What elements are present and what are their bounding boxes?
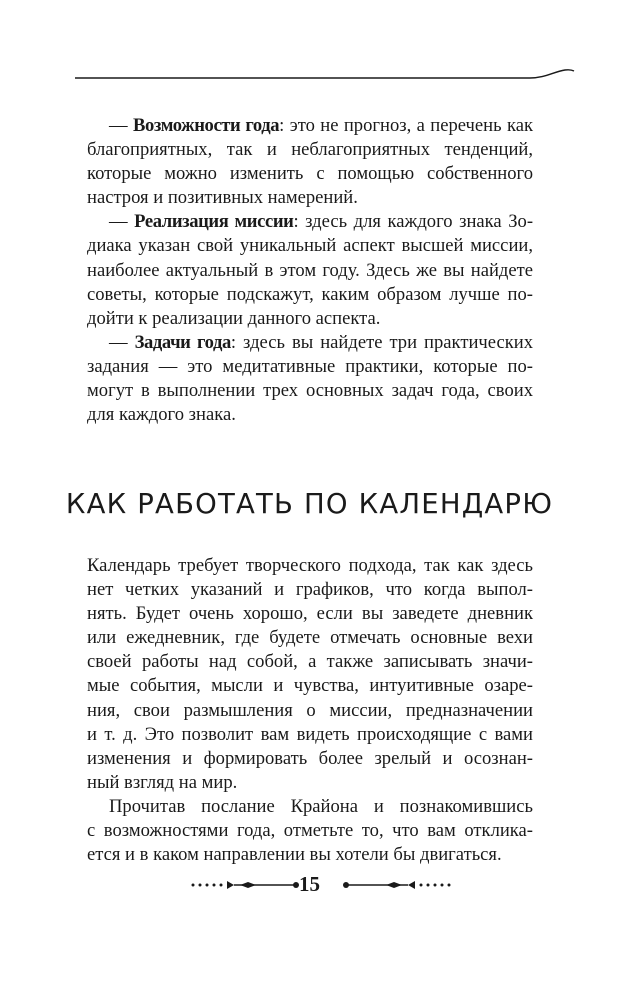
list-item-opportunities: — Возможности года: это не прогноз, а перечень как bbox=[109, 115, 533, 136]
text-line: изменения и формировать более зрелый и осознан- bbox=[87, 747, 533, 769]
top-divider-ornament bbox=[75, 68, 575, 82]
text-line: ния, свои размышления о миссии, предназначении bbox=[87, 699, 533, 721]
text-line: благоприятных, так и неблагоприятных тенденций, bbox=[87, 139, 533, 161]
text-line: наиболее актуальный в этом году. Здесь же вы найдете bbox=[87, 259, 533, 281]
text-line: для каждого знака. bbox=[87, 404, 236, 426]
text-line: Календарь требует творческого подхода, так как здесь bbox=[87, 555, 533, 576]
body-text bbox=[87, 554, 533, 867]
text-line: нет четких указаний и графиков, что когда выпол- bbox=[87, 579, 533, 601]
intro-list bbox=[87, 114, 533, 427]
page-number: 15 bbox=[299, 872, 320, 896]
term-opportunities: Возможности года bbox=[132, 115, 280, 136]
text-line: или ежедневник, где будете отмечать основные вехи bbox=[87, 627, 533, 649]
text-line: могут в выполнении трех основных задач года, своих bbox=[87, 380, 533, 402]
text-line: ется и в каком направлении вы хотели бы двигаться. bbox=[87, 844, 502, 866]
text-line: которые можно изменить с помощью собственного bbox=[87, 163, 533, 185]
text-line: советы, которые подскажут, каким образом лучше по- bbox=[87, 283, 533, 305]
list-item-tasks: — Задачи года: здесь вы найдете три практических bbox=[109, 331, 534, 353]
text-line: нять. Будет очень хорошо, если вы заведете дневник bbox=[87, 603, 533, 625]
section-heading: КАК РАБОТАТЬ ПО КАЛЕНДАРЮ bbox=[65, 488, 554, 520]
text-line: дойти к реализации данного аспекта. bbox=[87, 307, 381, 329]
term-tasks: Задачи года bbox=[134, 331, 231, 353]
text-line: ный взгляд на мир. bbox=[87, 771, 238, 793]
list-item-mission: — Реализация миссии: здесь для каждого знака Зо- bbox=[109, 211, 534, 233]
text-line: диака указан свой уникальный аспект высшей миссии, bbox=[87, 235, 533, 257]
text-line: с возможностями года, отметьте то, что вам отклика- bbox=[87, 820, 533, 842]
text-line: настроя и позитивных намерений. bbox=[87, 187, 358, 209]
text-line: своей работы над собой, а также записывать значи- bbox=[87, 651, 533, 673]
text-line: задания — это медитативные практики, которые по- bbox=[87, 355, 533, 377]
text-line: Прочитав послание Крайона и познакомившись bbox=[109, 795, 533, 817]
text-line: мые события, мысли и чувства, интуитивные озаре- bbox=[87, 675, 533, 697]
term-mission: Реализация миссии bbox=[134, 211, 294, 233]
text-line: и т. д. Это позволит вам видеть происходящие с вами bbox=[87, 723, 533, 745]
